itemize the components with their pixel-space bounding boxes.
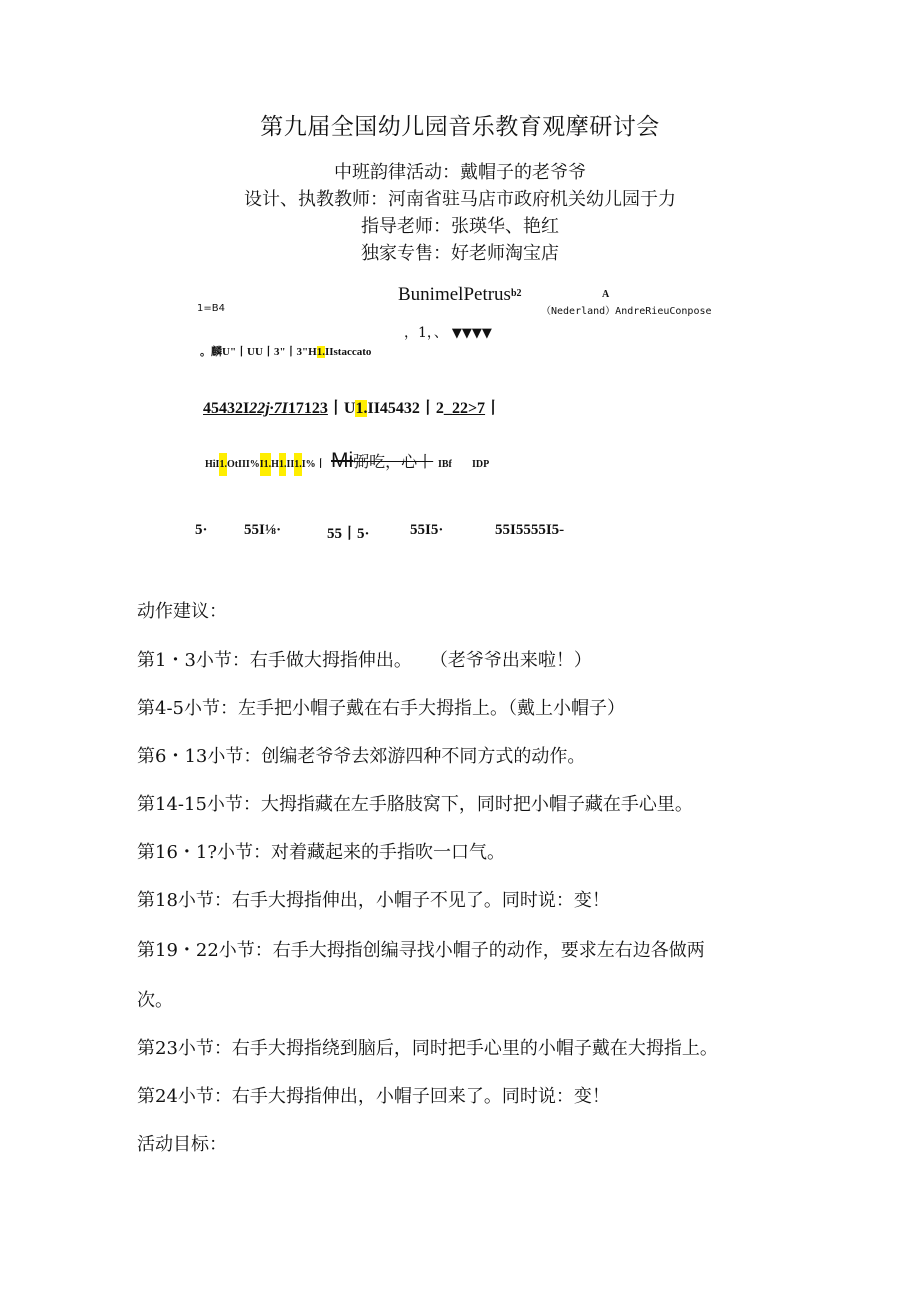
line-3-a: HiI: [205, 459, 220, 470]
mi-rest: 弼吃，心丨: [353, 452, 434, 471]
marks-commas: ，1，、: [404, 325, 448, 341]
goal-heading: 活动目标：: [137, 1134, 227, 1155]
ibf-mark: IBf: [438, 459, 452, 470]
body-line-3: 第6・13小节：创编老爷爷去郊游四种不同方式的动作。: [137, 746, 586, 767]
body-line-7: 第19・22小节：右手大拇指创编寻找小帽子的动作，要求左右边各做两: [137, 940, 705, 961]
mi-mark: Mi: [331, 449, 354, 472]
score-title: [398, 284, 522, 306]
composer-credit: （Nederland）AndreRieuConpose: [541, 306, 712, 317]
score-line-4-cell-4: 55I5·: [410, 522, 444, 538]
score-line-4-cell-3: 55丨5·: [327, 526, 370, 542]
line-3-e: I%丨: [301, 459, 326, 470]
highlight-mark: 1.: [294, 453, 302, 476]
notes-group-d: 丨U: [327, 400, 356, 417]
body-line-6: 第18小节：右手大拇指伸出，小帽子不见了。同时说：变！: [137, 890, 610, 911]
advisor-line: 指导老师：张瑛华、艳红: [361, 216, 559, 237]
body-line-1: 第1・3小节：右手做大拇指伸出。 （老爷爷出来啦！）: [137, 650, 592, 671]
score-title-sup: b2: [510, 288, 522, 299]
highlight-mark: 1.: [355, 400, 368, 417]
highlight-mark: I1.: [260, 453, 271, 476]
activity-name: 中班韵律活动：戴帽子的老爷爷: [334, 162, 586, 183]
highlight-mark: 1.: [279, 453, 287, 476]
notes-group-f: 22>7: [451, 400, 486, 417]
accent-mark: A: [602, 289, 610, 300]
body-line-8: 次。: [137, 990, 173, 1011]
notes-group-e: II45432丨2_: [367, 400, 452, 417]
body-line-10: 第24小节：右手大拇指伸出，小帽子回来了。同时说：变！: [137, 1086, 610, 1107]
score-line-4-cell-2: 55I⅛·: [244, 522, 282, 538]
score-line-4-cell-1: 5·: [195, 522, 208, 538]
score-line-3-mi: [331, 449, 433, 473]
score-marks: [404, 322, 492, 342]
score-line-1-prefix: 。麟U"丨UU丨3"丨3"H: [200, 346, 317, 358]
notes-group-g: 丨: [485, 400, 502, 417]
line-3-c: H: [271, 459, 279, 470]
score-line-3: [205, 455, 326, 470]
highlight-mark: 1.: [219, 453, 227, 476]
notes-group-c: 17123: [287, 400, 328, 417]
score-line-4-cell-5: 55I5555I5-: [495, 522, 565, 538]
triangle-marks-icon: ▼▼▼▼: [451, 326, 492, 341]
teacher-line: 设计、执教教师：河南省驻马店市政府机关幼儿园于力: [244, 189, 676, 210]
exclusive-line: 独家专售：好老师淘宝店: [361, 243, 559, 264]
suggest-heading: 动作建议：: [137, 601, 227, 622]
notes-group-a: 45432I: [203, 400, 250, 417]
body-line-2: 第4-5小节：左手把小帽子戴在右手大拇指上。（戴上小帽子）: [137, 698, 625, 719]
line-3-b: OtIII%: [226, 459, 260, 470]
score-line-2: [203, 395, 501, 418]
score-line-1-suffix: IIstaccato: [324, 346, 372, 358]
highlight-mark: 1.: [316, 346, 325, 358]
score-line-1: [200, 343, 371, 359]
document-title: 第九届全国幼儿园音乐教育观摩研讨会: [260, 114, 660, 140]
body-line-9: 第23小节：右手大拇指绕到脑后，同时把手心里的小帽子戴在大拇指上。: [137, 1038, 718, 1059]
key-signature: 1=B4: [197, 303, 225, 314]
body-line-4: 第14-15小节：大拇指藏在左手胳肢窝下，同时把小帽子藏在手心里。: [137, 794, 693, 815]
body-line-5: 第16・1?小节：对着藏起来的手指吹一口气。: [137, 842, 506, 863]
score-title-main: BunimelPetrus: [398, 284, 511, 305]
line-3-d: II: [286, 459, 295, 470]
notes-group-b: 22j·7I: [249, 400, 288, 417]
idp-mark: IDP: [472, 459, 490, 470]
